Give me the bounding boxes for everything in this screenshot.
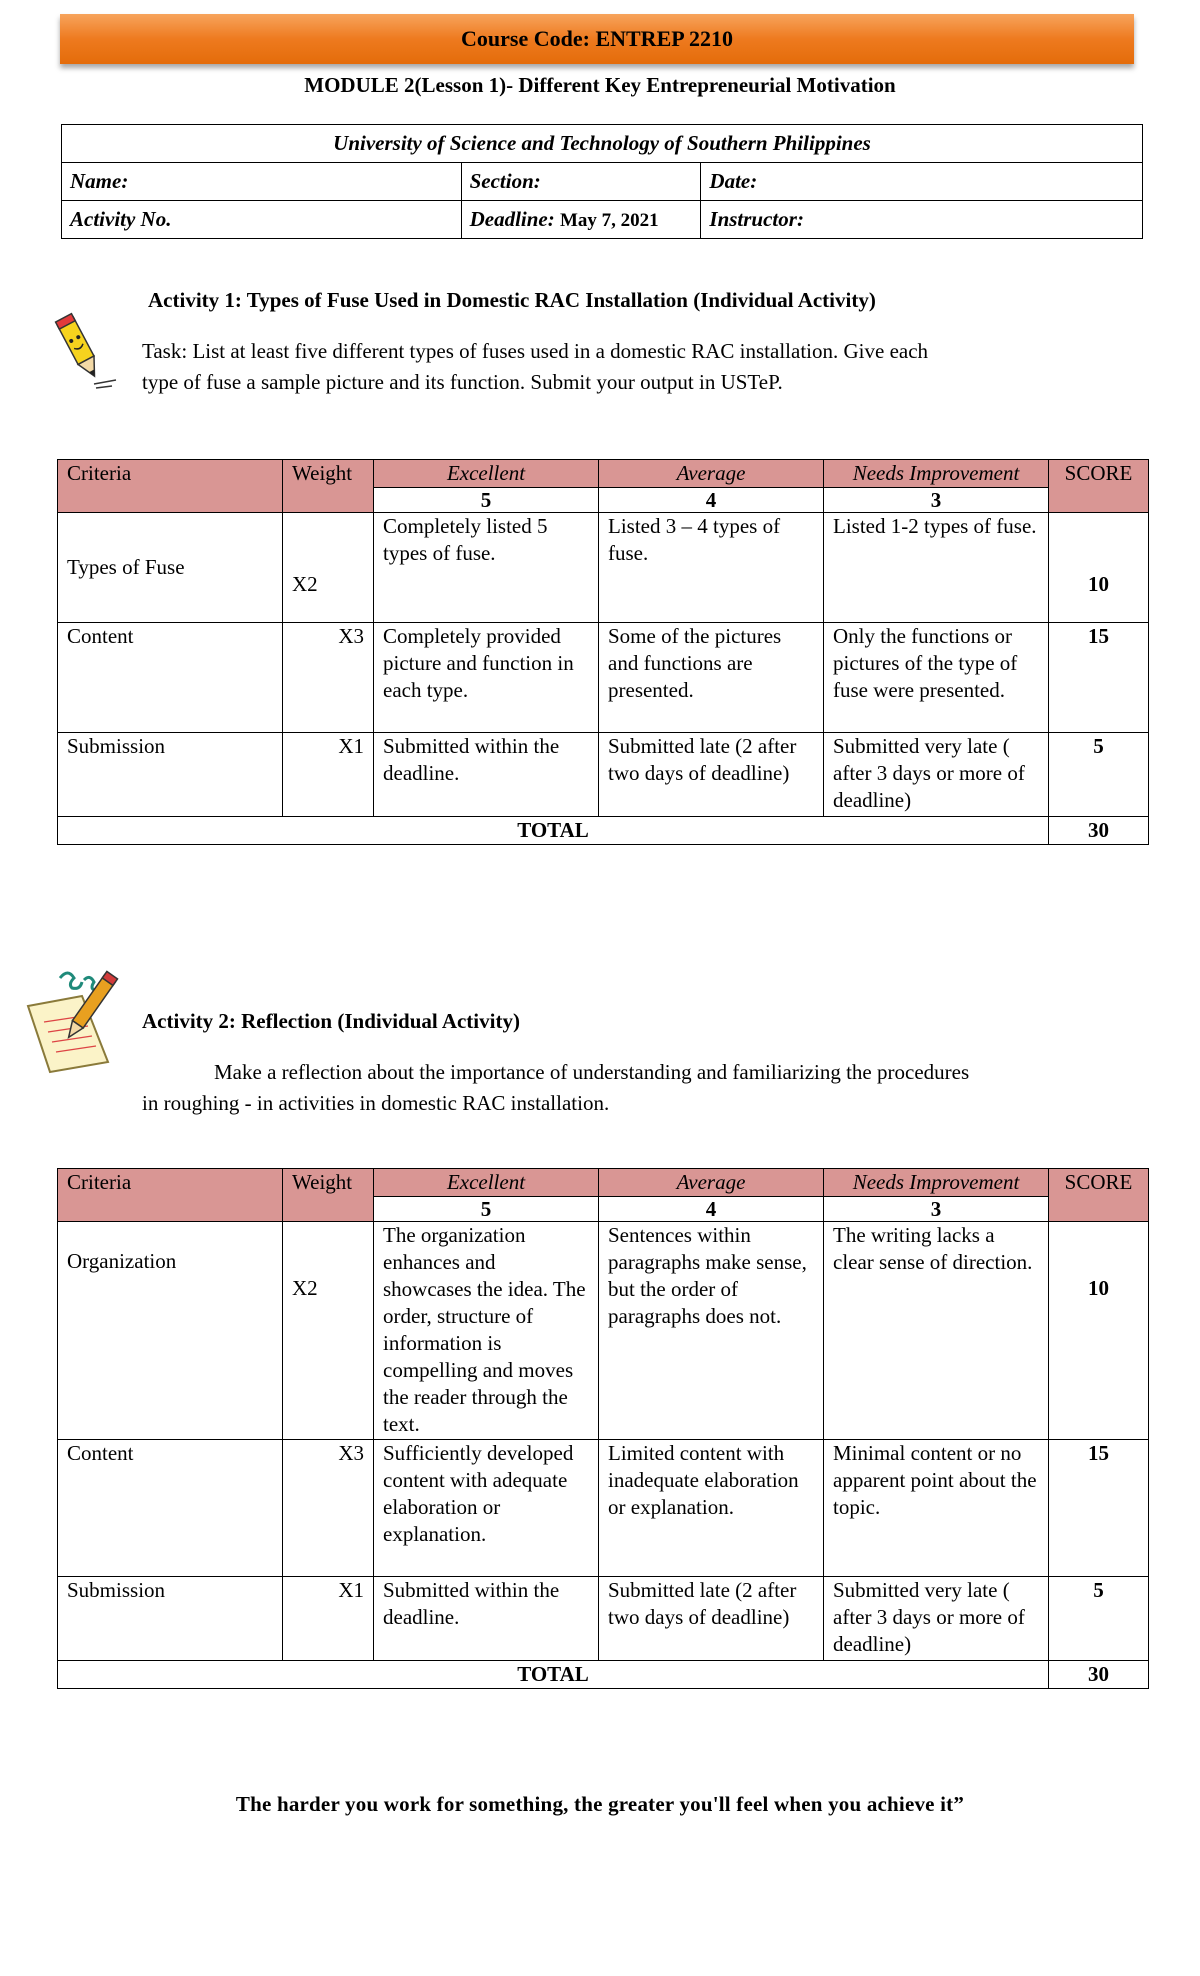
needs-points: 3 <box>824 488 1049 513</box>
activity1-task-line1: Task: List at least five different types of fuses used in a domestic RAC installation. Give each <box>142 339 929 363</box>
activity2-title: Activity 2: Reflection (Individual Activity) <box>142 1009 520 1033</box>
needs-points: 3 <box>824 1197 1049 1222</box>
activity-no-label: Activity No. <box>70 207 172 231</box>
activity1-task <box>142 336 928 398</box>
criteria-header: Criteria <box>58 1169 283 1222</box>
needs-cell: Submitted very late ( after 3 days or more of deadline) <box>824 733 1049 817</box>
criteria-cell: Submission <box>58 733 283 817</box>
excellent-cell: Completely listed 5 types of fuse. <box>374 513 599 623</box>
score-cell: 15 <box>1049 623 1149 733</box>
average-cell: Limited content with inadequate elaboration or explanation. <box>599 1440 824 1577</box>
table-row <box>58 1222 1149 1440</box>
instructor-label: Instructor: <box>709 207 804 231</box>
pencil-icon <box>46 310 122 390</box>
table-row <box>58 733 1149 817</box>
activity1-rubric-table <box>57 459 1149 845</box>
average-cell: Submitted late (2 after two days of deadline) <box>599 733 824 817</box>
module-title: MODULE 2(Lesson 1)- Different Key Entrepreneurial Motivation <box>304 73 896 97</box>
average-cell: Sentences within paragraphs make sense, but the order of paragraphs does not. <box>599 1222 824 1440</box>
activity2-task-line2: in roughing - in activities in domestic RAC installation. <box>142 1091 610 1115</box>
criteria-cell: Organization <box>58 1222 283 1440</box>
university-name: University of Science and Technology of Southern Philippines <box>62 125 1143 163</box>
score-header: SCORE <box>1049 460 1149 513</box>
weight-cell: X2 <box>283 1222 374 1440</box>
excellent-cell: Submitted within the deadline. <box>374 733 599 817</box>
activity1-title: Activity 1: Types of Fuse Used in Domestic RAC Installation (Individual Activity) <box>148 288 876 312</box>
score-cell: 5 <box>1049 1577 1149 1661</box>
table-row <box>58 1577 1149 1661</box>
excellent-cell: Sufficiently developed content with adequate elaboration or explanation. <box>374 1440 599 1577</box>
total-value: 30 <box>1049 817 1149 845</box>
score-cell: 10 <box>1049 513 1149 623</box>
score-header: SCORE <box>1049 1169 1149 1222</box>
excellent-points: 5 <box>374 488 599 513</box>
average-cell: Listed 3 – 4 types of fuse. <box>599 513 824 623</box>
average-cell: Some of the pictures and functions are presented. <box>599 623 824 733</box>
criteria-cell: Submission <box>58 1577 283 1661</box>
name-field[interactable] <box>62 163 462 201</box>
total-label: TOTAL <box>58 817 1049 845</box>
table-row <box>58 623 1149 733</box>
total-row <box>58 1661 1149 1689</box>
activity2-task-line1: Make a reflection about the importance of understanding and familiarizing the procedures <box>214 1060 970 1084</box>
excellent-cell: The organization enhances and showcases the idea. The order, structure of information is compelling and moves the reader through the text. <box>374 1222 599 1440</box>
average-cell: Submitted late (2 after two days of deadline) <box>599 1577 824 1661</box>
criteria-cell: Content <box>58 1440 283 1577</box>
total-label: TOTAL <box>58 1661 1049 1689</box>
deadline-value: May 7, 2021 <box>560 210 659 231</box>
needs-cell: Submitted very late ( after 3 days or more of deadline) <box>824 1577 1049 1661</box>
average-header: Average <box>599 1169 824 1197</box>
weight-cell: X3 <box>283 1440 374 1577</box>
course-code-banner <box>60 14 1134 64</box>
weight-header: Weight <box>283 460 374 513</box>
total-value: 30 <box>1049 1661 1149 1689</box>
needs-improvement-header: Needs Improvement <box>824 1169 1049 1197</box>
excellent-points: 5 <box>374 1197 599 1222</box>
activity2-rubric-table <box>57 1168 1149 1689</box>
instructor-field[interactable] <box>701 201 1143 239</box>
date-field[interactable] <box>701 163 1143 201</box>
needs-cell: The writing lacks a clear sense of direction. <box>824 1222 1049 1440</box>
average-points: 4 <box>599 1197 824 1222</box>
excellent-cell: Completely provided picture and function in each type. <box>374 623 599 733</box>
course-code: Course Code: ENTREP 2210 <box>461 26 733 51</box>
criteria-cell: Content <box>58 623 283 733</box>
weight-header: Weight <box>283 1169 374 1222</box>
score-cell: 15 <box>1049 1440 1149 1577</box>
student-info-table <box>61 124 1143 239</box>
deadline-label: Deadline: <box>469 207 555 231</box>
date-label: Date: <box>709 169 758 193</box>
weight-cell: X1 <box>283 733 374 817</box>
deadline-field <box>461 201 701 239</box>
excellent-header: Excellent <box>374 1169 599 1197</box>
table-row <box>58 1440 1149 1577</box>
excellent-cell: Submitted within the deadline. <box>374 1577 599 1661</box>
needs-improvement-header: Needs Improvement <box>824 460 1049 488</box>
activity-no-field[interactable] <box>62 201 462 239</box>
needs-cell: Listed 1-2 types of fuse. <box>824 513 1049 623</box>
section-field[interactable] <box>461 163 701 201</box>
weight-cell: X1 <box>283 1577 374 1661</box>
average-points: 4 <box>599 488 824 513</box>
score-cell: 5 <box>1049 733 1149 817</box>
writing-paper-icon <box>20 966 122 1074</box>
section-label: Section: <box>469 169 541 193</box>
activity1-task-line2: type of fuse a sample picture and its function. Submit your output in USTeP. <box>142 370 783 394</box>
name-label: Name: <box>70 169 129 193</box>
criteria-cell: Types of Fuse <box>58 513 283 623</box>
criteria-header: Criteria <box>58 460 283 513</box>
total-row <box>58 817 1149 845</box>
activity2-task <box>142 1057 969 1119</box>
needs-cell: Minimal content or no apparent point about the topic. <box>824 1440 1049 1577</box>
weight-cell: X3 <box>283 623 374 733</box>
motivational-quote: The harder you work for something, the greater you'll feel when you achieve it” <box>235 1792 965 1816</box>
weight-cell: X2 <box>283 513 374 623</box>
average-header: Average <box>599 460 824 488</box>
needs-cell: Only the functions or pictures of the type of fuse were presented. <box>824 623 1049 733</box>
score-cell: 10 <box>1049 1222 1149 1440</box>
table-row <box>58 513 1149 623</box>
excellent-header: Excellent <box>374 460 599 488</box>
